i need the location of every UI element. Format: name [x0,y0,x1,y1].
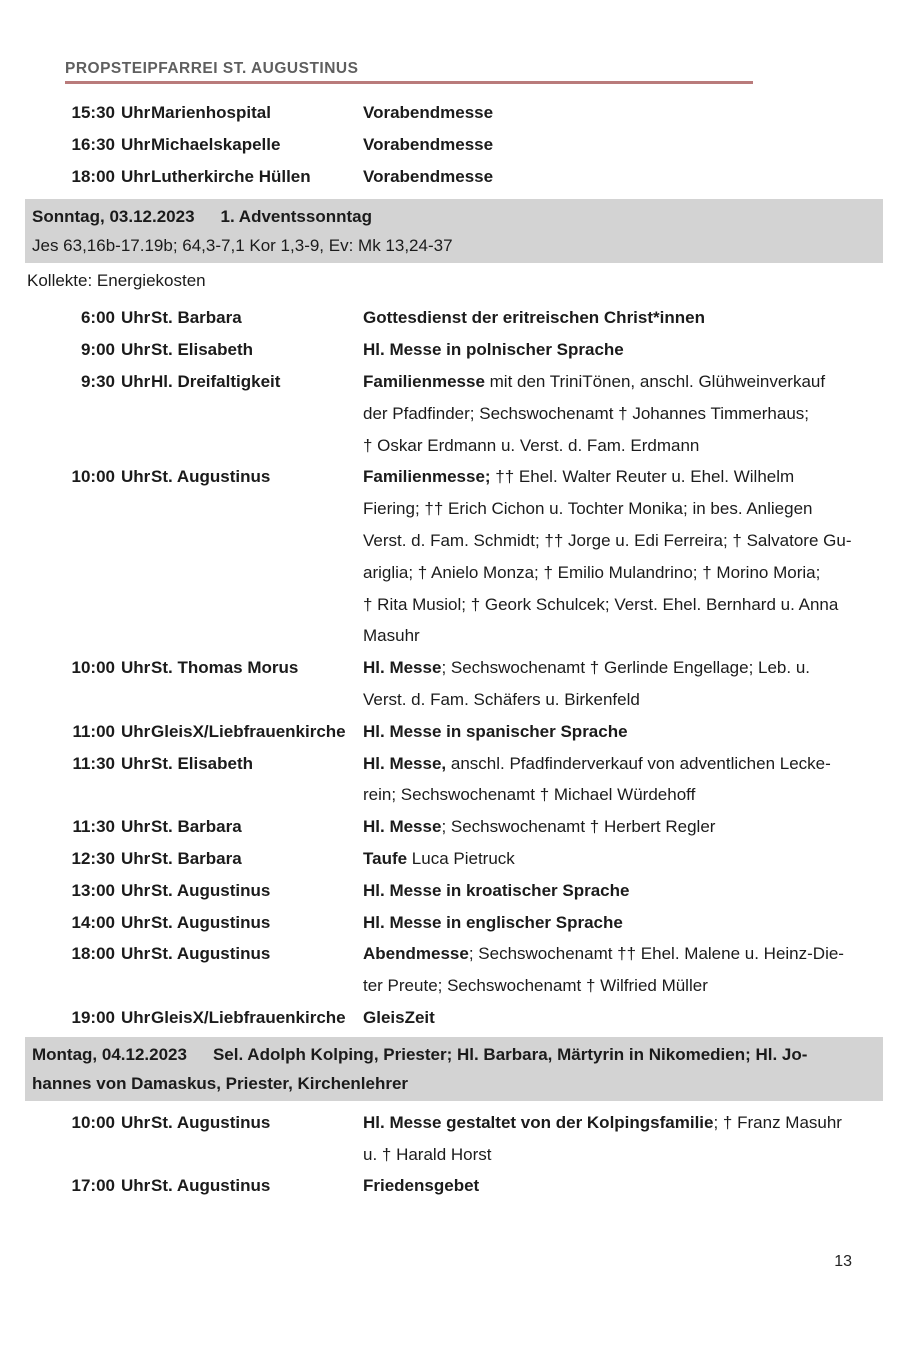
event-location: St. Barbara [151,308,242,328]
event-description [363,907,909,939]
description-text: ; Sechswochenamt † Herbert Regler [441,817,716,837]
event-location: St. Thomas Morus [151,658,299,678]
description-line [363,366,909,398]
monday-events-list [48,1107,909,1202]
event-time: 6:00 [80,308,115,328]
event-time: 13:00 [71,880,115,900]
event-description [363,843,909,875]
description-line [363,843,909,875]
event-uhr-label: Uhr [121,1176,151,1196]
description-bold-text: Taufe [363,848,408,868]
description-bold-text: Hl. Messe in englischer Sprache [363,912,623,932]
event-location: Lutherkirche Hüllen [151,166,311,186]
kollekte-note: Kollekte: Energiekosten [27,271,206,291]
event-location: St. Elisabeth [151,340,254,360]
event-row [48,938,909,1002]
description-text: der Pfadfinder; Sechswochenamt † Johannes Timmerhaus; [363,403,810,423]
description-bold-text: Hl. Messe [363,817,442,837]
event-location: Hl. Dreifaltigkeit [151,371,281,391]
event-location: Michaelskapelle [151,134,281,154]
event-uhr-label: Uhr [121,753,151,773]
event-location: St. Augustinus [151,1176,271,1196]
section-subtitle: Sel. Adolph Kolping, Priester; Hl. Barbara, Märtyrin in Nikomedien; Hl. Jo- [212,1044,808,1064]
section-title-continuation: hannes von Damaskus, Priester, Kirchenlehrer [32,1073,409,1093]
description-line [363,811,909,843]
event-uhr-label: Uhr [121,1007,151,1027]
description-bold-text: Hl. Messe in kroatischer Sprache [363,880,630,900]
section-title-line [32,1040,873,1069]
description-text: mit den TriniTönen, anschl. Glühweinverkauf [484,371,826,391]
event-time: 10:00 [71,467,115,487]
section-subtitle: 1. Adventssonntag [220,207,372,227]
event-location: GleisX/Liebfrauenkirche [151,1007,346,1027]
page-header-title: PROPSTEIPFARREI ST. AUGUSTINUS [65,60,359,77]
event-location: St. Augustinus [151,880,271,900]
event-row [48,907,909,939]
description-text: ariglia; † Anielo Monza; † Emilio Mulandrino; † Morino Moria; [363,562,821,582]
description-line [363,430,909,462]
event-description [363,461,909,652]
event-time: 9:30 [80,371,115,391]
event-description [363,938,909,1002]
event-time: 11:30 [72,817,115,837]
description-bold-text: Hl. Messe in polnischer Sprache [363,340,624,360]
description-text: anschl. Pfadfinderverkauf von adventlichen Lecke- [446,753,831,773]
event-uhr-label: Uhr [121,848,151,868]
event-row [48,1170,909,1202]
event-uhr-label: Uhr [121,658,151,678]
event-description [363,1107,909,1171]
section-title-line [32,202,873,231]
event-uhr-label: Uhr [121,134,151,154]
document-page [0,60,909,1202]
description-bold-text: Hl. Messe [363,658,442,678]
description-bold-text: Friedensgebet [363,1176,480,1196]
event-row [48,716,909,748]
description-bold-text: Gottesdienst der eritreischen Christ*innen [363,308,705,328]
event-time: 18:00 [71,166,115,186]
event-time: 19:00 [71,1007,115,1027]
description-line [363,652,909,684]
vigil-events-list [48,97,909,192]
event-description [363,811,909,843]
description-text: Fiering; †† Erich Cichon u. Tochter Monika; in bes. Anliegen [363,499,813,519]
event-location: St. Augustinus [151,912,271,932]
event-uhr-label: Uhr [121,912,151,932]
event-row [48,302,909,334]
description-line [363,1139,909,1171]
event-row [48,129,909,161]
event-time: 16:30 [71,134,115,154]
description-text: Masuhr [363,626,420,646]
event-row [48,811,909,843]
description-line [363,461,909,493]
event-uhr-label: Uhr [121,817,151,837]
event-time: 18:00 [71,944,115,964]
description-bold-text: Vorabendmesse [363,134,494,154]
description-text: † Rita Musiol; † Geork Schulcek; Verst. Ehel. Bernhard u. Anna [363,594,839,614]
event-time: 11:00 [72,721,115,741]
description-line [363,589,909,621]
event-description [363,652,909,716]
event-row [48,652,909,716]
event-time: 10:00 [71,658,115,678]
event-description [363,1170,909,1202]
description-line [363,779,909,811]
section-day: Sonntag, 03.12.2023 [32,207,195,227]
event-row [48,843,909,875]
event-time: 11:30 [72,753,115,773]
description-line [363,1107,909,1139]
description-text: ter Preute; Sechswochenamt † Wilfried Müller [363,976,708,996]
event-time: 9:00 [80,340,115,360]
event-uhr-label: Uhr [121,103,151,122]
event-description [363,875,909,907]
event-description [363,129,909,161]
description-line [363,161,909,193]
event-location: St. Barbara [151,817,242,837]
description-text: Verst. d. Fam. Schäfers u. Birkenfeld [363,689,640,709]
event-row [48,97,909,129]
description-line [363,716,909,748]
description-line [363,1002,909,1034]
event-location: St. Augustinus [151,1112,271,1132]
event-description [363,748,909,812]
event-time: 14:00 [71,912,115,932]
description-line [363,970,909,1002]
event-time: 12:30 [71,848,115,868]
section-day: Montag, 04.12.2023 [32,1044,187,1064]
description-line [363,129,909,161]
event-location: St. Barbara [151,848,242,868]
event-row [48,1107,909,1171]
description-line [363,620,909,652]
description-line [363,525,909,557]
event-description [363,302,909,334]
description-line [363,557,909,589]
event-row [48,366,909,461]
event-uhr-label: Uhr [121,308,151,328]
event-time: 10:00 [71,1112,115,1132]
event-uhr-label: Uhr [121,166,151,186]
event-description [363,334,909,366]
description-line [363,97,909,129]
event-time: 15:30 [71,103,115,122]
event-description [363,366,909,461]
event-uhr-label: Uhr [121,371,151,391]
event-time: 17:00 [71,1176,115,1196]
description-bold-text: Vorabendmesse [363,103,494,122]
event-description [363,716,909,748]
description-bold-text: Familienmesse [363,371,485,391]
event-uhr-label: Uhr [121,340,151,360]
event-location: St. Augustinus [151,944,271,964]
description-text: u. † Harald Horst [363,1144,492,1164]
event-row [48,1002,909,1034]
description-text: † Oskar Erdmann u. Verst. d. Fam. Erdmann [363,435,700,455]
event-uhr-label: Uhr [121,467,151,487]
description-bold-text: GleisZeit [363,1007,435,1027]
description-text: ; † Franz Masuhr [713,1112,842,1132]
description-bold-text: Hl. Messe in spanischer Sprache [363,721,628,741]
section-readings: Jes 63,16b-17.19b; 64,3-7,1 Kor 1,3-9, Ev: Mk 13,24-37 [32,236,453,256]
description-line [363,938,909,970]
description-text: †† Ehel. Walter Reuter u. Ehel. Wilhelm [490,467,795,487]
description-bold-text: Hl. Messe, [363,753,447,773]
description-text: rein; Sechswochenamt † Michael Würdehoff [363,785,696,805]
event-uhr-label: Uhr [121,1112,151,1132]
description-line [363,302,909,334]
event-row [48,461,909,652]
section-header-sunday [25,199,883,263]
description-bold-text: Vorabendmesse [363,166,494,186]
event-uhr-label: Uhr [121,880,151,900]
event-location: GleisX/Liebfrauenkirche [151,721,346,741]
description-line [363,907,909,939]
event-description [363,161,909,193]
description-line [363,684,909,716]
event-row [48,161,909,193]
section-header-monday [25,1037,883,1101]
description-line [363,334,909,366]
event-description [363,1002,909,1034]
event-uhr-label: Uhr [121,721,151,741]
sunday-events-list [48,302,909,1033]
page-number: 13 [834,1253,852,1270]
event-row [48,334,909,366]
description-text: ; Sechswochenamt † Gerlinde Engellage; Leb. u. [441,658,811,678]
description-line [363,748,909,780]
header-underline [65,81,753,84]
event-location: St. Elisabeth [151,753,254,773]
event-row [48,748,909,812]
event-description [363,97,909,129]
description-line [363,875,909,907]
description-line [363,398,909,430]
event-location: Marienhospital [151,103,271,122]
description-line [363,1170,909,1202]
description-bold-text: Familienmesse; [363,467,491,487]
description-bold-text: Abendmesse [363,944,469,964]
description-bold-text: Hl. Messe gestaltet von der Kolpingsfamilie [363,1112,714,1132]
description-text: Verst. d. Fam. Schmidt; †† Jorge u. Edi Ferreira; † Salvatore Gu- [363,530,852,550]
description-text: Luca Pietruck [407,848,515,868]
event-uhr-label: Uhr [121,944,151,964]
description-text: ; Sechswochenamt †† Ehel. Malene u. Heinz-Die- [468,944,844,964]
event-row [48,875,909,907]
event-location: St. Augustinus [151,467,271,487]
description-line [363,493,909,525]
